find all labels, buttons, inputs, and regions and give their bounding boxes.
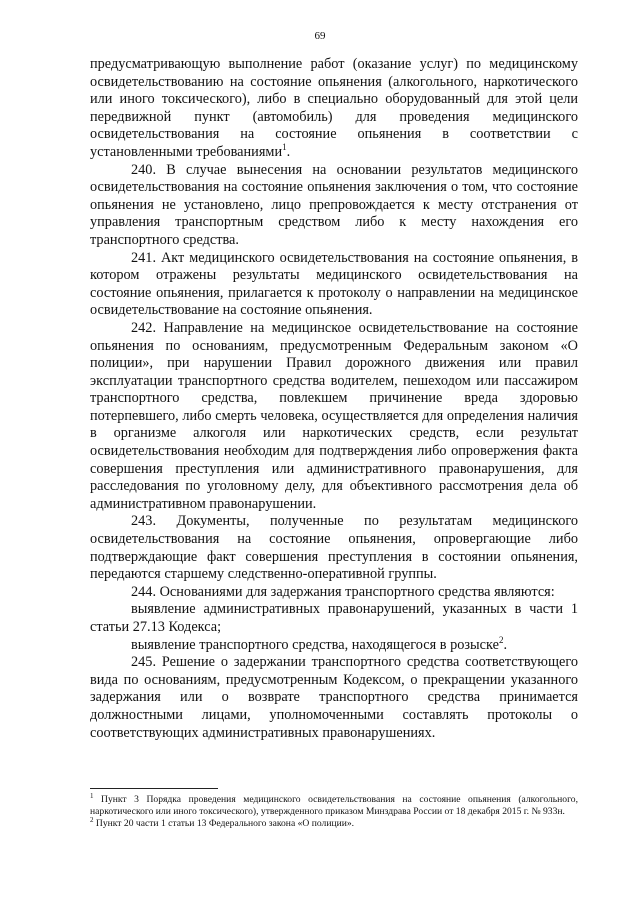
paragraph-241: 241. Акт медицинского освидетельствования на состояние опьянения, в котором отражены результаты медицинского освидетельствования на состояние опьянения, прилагается к протоколу о направлении на медицинское освидетельствование на состояние опьянения.: [90, 249, 578, 319]
footnote-divider: [90, 788, 218, 789]
paragraph-244: 244. Основаниями для задержания транспортного средства являются:: [131, 583, 555, 600]
paragraph-243: 243. Документы, полученные по результатам медицинского освидетельствования на состояние опьянения, опровергающие либо подтверждающие факт совершения преступления в состоянии опьянения, передаются старшему следственно-оперативной группы.: [90, 513, 578, 583]
paragraph-242: 242. Направление на медицинское освидетельствование на состояние опьянения по основаниям, предусмотренным Федеральным законом «О полиции», при нарушении Правил дорожного движения или правил эксплуатации транспортного средства водителем, пешеходом или пассажиром транспортного средства, повлекшем причинение вреда здоровью потерпевшего, либо смерть человека, осуществляется для определения наличия в организме алкоголя или наркотических средств, если результат освидетельствования необходим для подтверждения либо опровержения факта совершения преступления или административного правонарушения, для расследования по уголовному делу, для объективного рассмотрения дела об административном правонарушении.: [90, 319, 578, 512]
document-body: [90, 56, 578, 742]
page-number: 69: [314, 30, 326, 42]
paragraph-text: предусматривающую выполнение работ (оказание услуг) по медицинскому освидетельствованию на состояние опьянения (алкогольного, наркотического или иного токсического), либо в специально оборудованный для этой цели передвижной пункт (автомобиль) для проведения медицинского освидетельствования на состояние опьянения в соответствии с установленными требованиями: [90, 56, 578, 160]
footnote-mark: 2: [90, 816, 94, 825]
paragraph-continuation: предусматривающую выполнение работ (оказание услуг) по медицинскому освидетельствованию на состояние опьянения (алкогольного, наркотического или иного токсического), либо в специально оборудованный для этой цели передвижной пункт (автомобиль) для проведения медицинского освидетельствования на состояние опьянения в соответствии с установленными требованиями$^1$.: [90, 56, 578, 160]
footnote-text: Пункт 20 части 1 статьи 13 Федерального закона «О полиции».: [95, 818, 355, 830]
paragraph-245: 245. Решение о задержании транспортного средства соответствующего вида по основаниям, предусмотренным Кодексом, о прекращении указанного задержания или о возврате транспортного средства принимается должностными лицами, уполномоченными составлять протоколы о соответствующих административных правонарушениях.: [90, 654, 578, 741]
footnote-ref: 2: [498, 634, 504, 645]
paragraph-244-item-1: выявление административных правонарушений, указанных в части 1 статьи 27.13 Кодекса;: [90, 601, 578, 635]
footnote-1: [90, 791, 578, 818]
footnote-ref: 1: [282, 142, 287, 153]
footnote-2: [90, 818, 578, 830]
footnote-text: Пункт 3 Порядка проведения медицинского освидетельствования на состояние опьянения (алкогольного, наркотического или иного токсического), утвержденного приказом Минздрава России от 18 декабря 2015 г. № 933н.: [90, 794, 578, 818]
footnotes: [90, 791, 578, 831]
paragraph-text: выявление транспортного средства, находящегося в розыске: [131, 636, 499, 653]
paragraph-240: 240. В случае вынесения на основании результатов медицинского освидетельствования на состояние опьянения заключения о том, что состояние опьянения не установлено, лицо препровождается к месту отстранения от управления транспортным средством либо к месту нахождения его транспортного средства.: [90, 161, 578, 248]
footnote-mark: 1: [90, 791, 94, 800]
paragraph-244-item-2: выявление транспортного средства, находящегося в розыске$^2$.: [131, 634, 508, 653]
